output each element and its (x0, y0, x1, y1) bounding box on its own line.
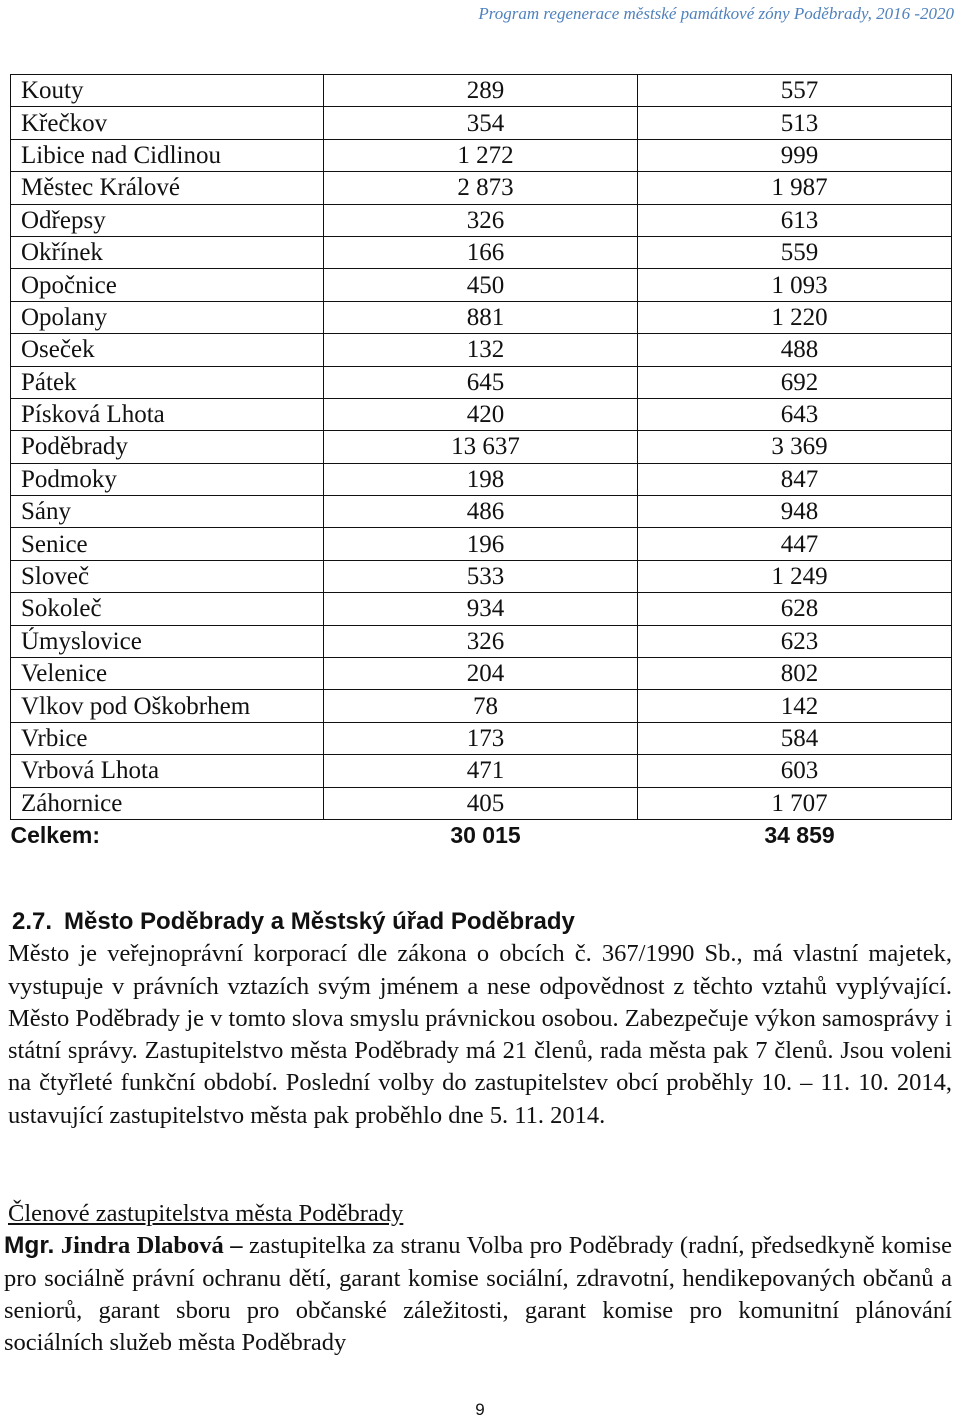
table-row (11, 398, 952, 430)
total-value: 34 859 (764, 822, 835, 849)
value-cell-2: 948 (638, 496, 952, 528)
value-cell-2: 613 (638, 204, 952, 236)
municipality-cell: Opočnice (11, 269, 324, 301)
value-cell-2: 623 (638, 625, 952, 657)
municipality-cell: Opolany (11, 301, 324, 333)
municipality-cell: Vrbová Lhota (11, 755, 324, 787)
table-row (11, 431, 952, 463)
value-cell-2: 557 (638, 75, 952, 107)
value-cell-2: 692 (638, 366, 952, 398)
value-cell-2: 447 (638, 528, 952, 560)
total-label: Celkem: (10, 822, 100, 849)
value-cell-2: 142 (638, 690, 952, 722)
section-number: 2.7. (12, 908, 53, 935)
value-cell-1: 354 (324, 107, 638, 139)
value-cell-2: 513 (638, 107, 952, 139)
value-cell-2: 1 249 (638, 560, 952, 592)
value-cell-1: 326 (324, 625, 638, 657)
table-row (11, 236, 952, 268)
municipality-cell: Okřínek (11, 236, 324, 268)
council-members (4, 1198, 952, 1359)
municipality-cell: Velenice (11, 658, 324, 690)
value-cell-2: 802 (638, 658, 952, 690)
municipality-cell: Úmyslovice (11, 625, 324, 657)
value-cell-1: 405 (324, 787, 638, 819)
municipality-cell: Písková Lhota (11, 398, 324, 430)
value-cell-1: 132 (324, 334, 638, 366)
total-value: 30 015 (450, 822, 521, 849)
table-row (11, 107, 952, 139)
table-row (11, 204, 952, 236)
member-name: Jindra Dlabová – (60, 1232, 243, 1260)
value-cell-2: 584 (638, 722, 952, 754)
value-cell-1: 471 (324, 755, 638, 787)
value-cell-1: 13 637 (324, 431, 638, 463)
table-row (11, 301, 952, 333)
value-cell-1: 645 (324, 366, 638, 398)
table-row (11, 690, 952, 722)
value-cell-2: 3 369 (638, 431, 952, 463)
municipality-cell: Kouty (11, 75, 324, 107)
value-cell-2: 847 (638, 463, 952, 495)
value-cell-1: 78 (324, 690, 638, 722)
value-cell-2: 999 (638, 139, 952, 171)
value-cell-2: 1 220 (638, 301, 952, 333)
value-cell-2: 1 093 (638, 269, 952, 301)
population-table (10, 74, 952, 851)
value-cell-1: 326 (324, 204, 638, 236)
table-row (11, 593, 952, 625)
table-row (11, 528, 952, 560)
value-cell-2: 643 (638, 398, 952, 430)
value-cell-2: 1 987 (638, 172, 952, 204)
municipality-cell: Záhornice (11, 787, 324, 819)
municipality-cell: Pátek (11, 366, 324, 398)
municipality-cell: Poděbrady (11, 431, 324, 463)
value-cell-1: 2 873 (324, 172, 638, 204)
municipality-cell: Libice nad Cidlinou (11, 139, 324, 171)
section-2-7 (8, 906, 952, 1132)
value-cell-2: 603 (638, 755, 952, 787)
value-cell-1: 1 272 (324, 139, 638, 171)
table-row (11, 334, 952, 366)
value-cell-2: 488 (638, 334, 952, 366)
municipality-cell: Sloveč (11, 560, 324, 592)
municipality-cell: Oseček (11, 334, 324, 366)
value-cell-1: 204 (324, 658, 638, 690)
value-cell-1: 173 (324, 722, 638, 754)
value-cell-2: 628 (638, 593, 952, 625)
member-description: zastupitelka za stranu Volba pro Poděbrady (radní, předsedkyně komise pro sociálně právní ochranu dětí, garant komise sociální, zdravotní, hendikepovaných občanů a seniorů, garant sboru pro občanské záležitosti, garant komise pro komunitní plánování sociálních služeb města Poděbrady (4, 1232, 952, 1357)
value-cell-1: 881 (324, 301, 638, 333)
page-number: 9 (475, 1400, 485, 1419)
section-title: Město Poděbrady a Městský úřad Poděbrady (64, 908, 575, 935)
table-row (11, 172, 952, 204)
table-body (11, 75, 952, 852)
value-cell-1: 166 (324, 236, 638, 268)
member-title: Mgr. (4, 1232, 55, 1260)
value-cell-1: 450 (324, 269, 638, 301)
municipality-cell: Odřepsy (11, 204, 324, 236)
value-cell-2: 559 (638, 236, 952, 268)
running-header: Program regenerace městské památkové zóny Poděbrady, 2016 -2020 (478, 4, 954, 23)
table-row (11, 463, 952, 495)
value-cell-1: 486 (324, 496, 638, 528)
table-row (11, 139, 952, 171)
member-entry (4, 1230, 952, 1359)
municipality-cell: Podmoky (11, 463, 324, 495)
municipality-cell: Městec Králové (11, 172, 324, 204)
municipality-cell: Sokoleč (11, 593, 324, 625)
table-row (11, 75, 952, 107)
municipality-cell: Vlkov pod Oškobrhem (11, 690, 324, 722)
section-heading (8, 906, 952, 938)
table-row (11, 722, 952, 754)
value-cell-1: 934 (324, 593, 638, 625)
table-row (11, 560, 952, 592)
value-cell-1: 420 (324, 398, 638, 430)
table-row (11, 755, 952, 787)
table-row (11, 625, 952, 657)
value-cell-1: 533 (324, 560, 638, 592)
municipality-cell: Senice (11, 528, 324, 560)
total-row (11, 819, 952, 851)
value-cell-1: 198 (324, 463, 638, 495)
table-row (11, 496, 952, 528)
table-row (11, 787, 952, 819)
municipality-cell: Sány (11, 496, 324, 528)
value-cell-2: 1 707 (638, 787, 952, 819)
table-row (11, 366, 952, 398)
municipality-cell: Křečkov (11, 107, 324, 139)
table-row (11, 269, 952, 301)
table-row (11, 658, 952, 690)
municipality-cell: Vrbice (11, 722, 324, 754)
section-paragraph: Město je veřejnoprávní korporací dle zákona o obcích č. 367/1990 Sb., má vlastní majetek, vystupuje v právních vztazích svým jménem a nese odpovědnost z těchto vztahů vyplývající. Město Poděbrady je v tomto slova smyslu právnickou osobou. Zabezpečuje výkon samosprávy i státní správy. Zastupitelstvo města Poděbrady má 21 členů, rada města pak 7 členů. Jsou voleni na čtyřleté funkční období. Poslední volby do zastupitelstev obcí proběhly 10. – 11. 10. 2014, ustavující zastupitelstvo města pak proběhlo dne 5. 11. 2014. (8, 940, 952, 1129)
value-cell-1: 289 (324, 75, 638, 107)
value-cell-1: 196 (324, 528, 638, 560)
members-heading: Členové zastupitelstva města Poděbrady (8, 1200, 404, 1227)
